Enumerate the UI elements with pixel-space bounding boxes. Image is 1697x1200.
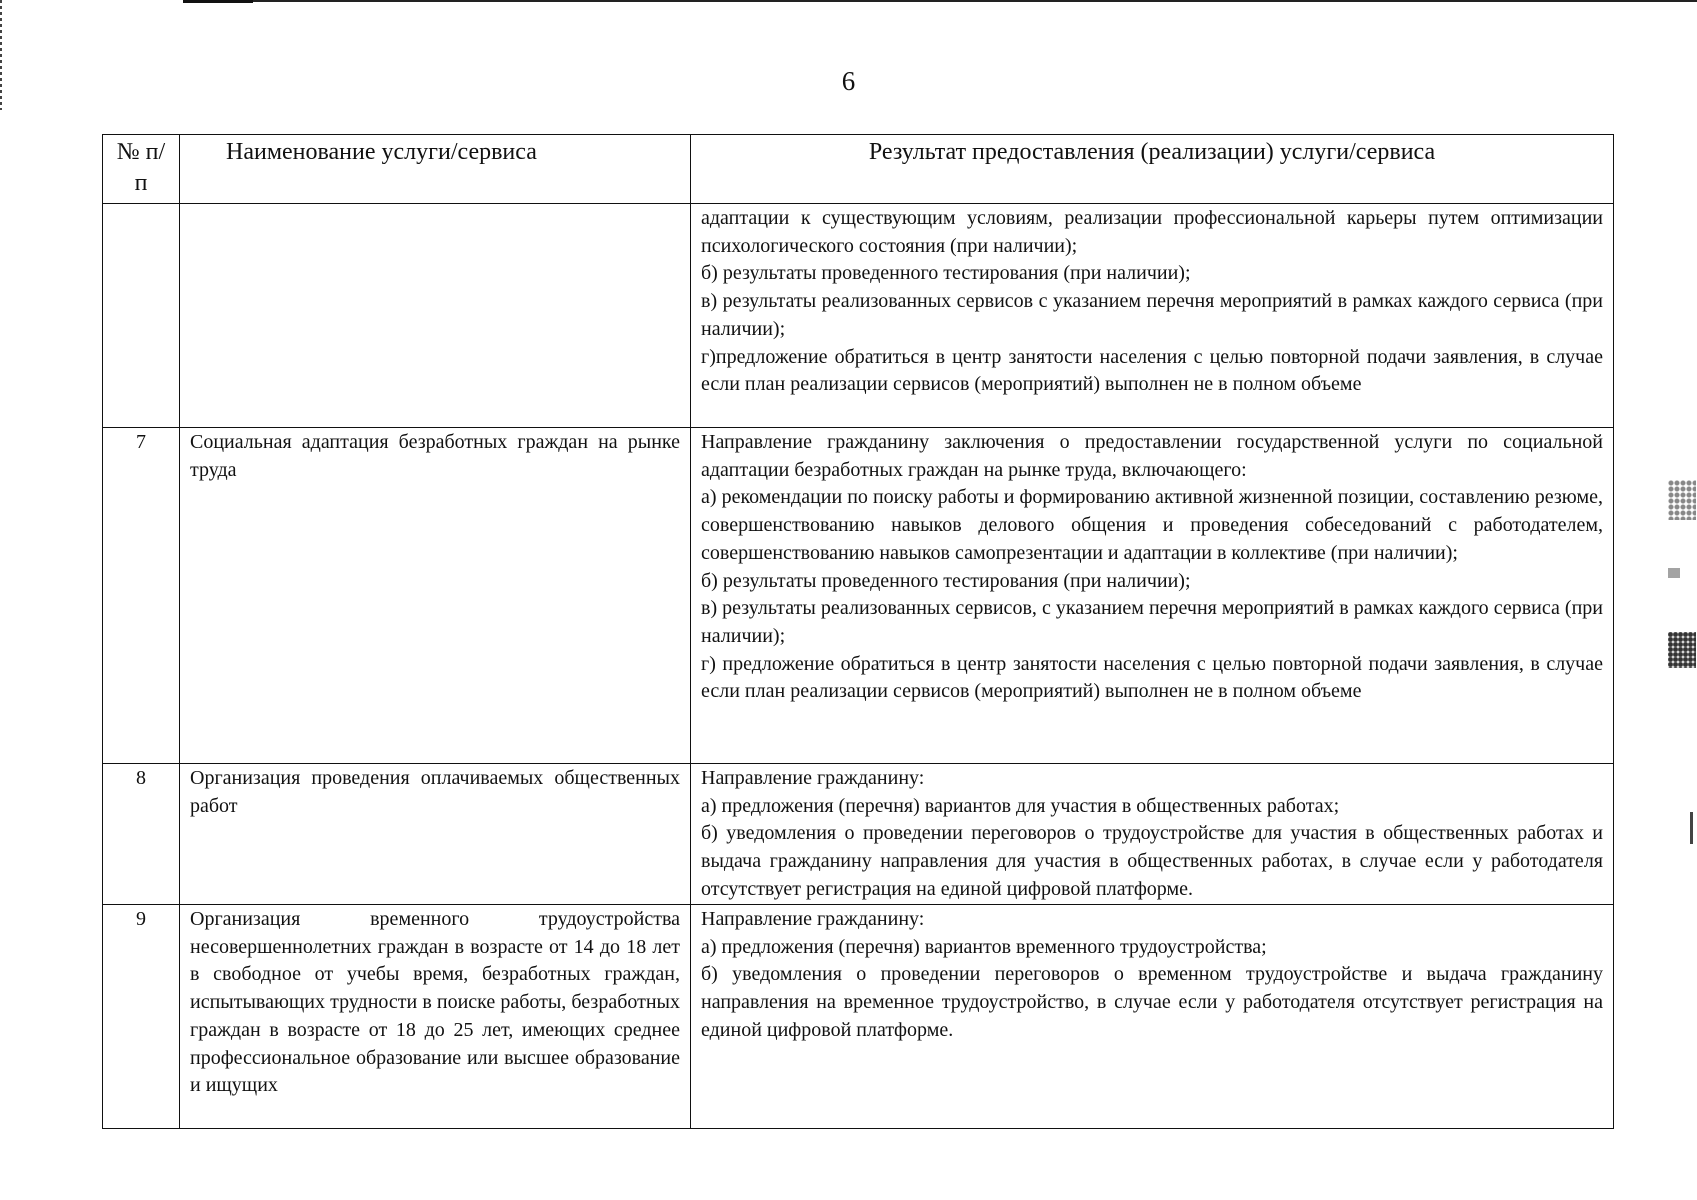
row-number: 8	[103, 764, 180, 905]
result-line: а) рекомендации по поиску работы и формированию активной жизненной позиции, составлению резюме, совершенствованию навыков делового общения и проведения собеседований с работодателем, совершенствованию навыков самопрезентации и адаптации в коллективе (при наличии);	[701, 486, 1603, 564]
scan-noise-mark	[1668, 480, 1696, 520]
scan-noise-mark	[1668, 632, 1696, 668]
service-result	[691, 905, 1614, 1129]
service-result	[691, 764, 1614, 905]
result-line: г)предложение обратиться в центр занятости населения с целью повторной подачи заявления, в случае если план реализации сервисов (мероприятий) выполнен не в полном объеме	[701, 345, 1603, 396]
result-line: б) результаты проведенного тестирования (при наличии);	[701, 262, 1191, 285]
page-number: 6	[841, 66, 856, 96]
service-result	[691, 428, 1614, 764]
result-line: б) уведомления о проведении переговоров о трудоустройстве для участия в общественных работах и выдача гражданину направления для участия в общественных работах, в случае если у работодателя отсутствует регистрация на единой цифровой платформе.	[701, 822, 1603, 900]
result-line: Направление гражданину:	[701, 908, 925, 930]
result-line: в) результаты реализованных сервисов, с указанием перечня мероприятий в рамках каждого сервиса (при наличии);	[701, 597, 1603, 647]
service-result	[691, 204, 1614, 428]
header-number: № п/п	[103, 135, 180, 204]
result-line: а) предложения (перечня) вариантов временного трудоустройства;	[701, 935, 1267, 958]
table-row	[103, 428, 1614, 764]
result-line: Направление гражданину заключения о предоставлении государственной услуги по социальной адаптации безработных граждан на рынке труда, включающего:	[701, 431, 1603, 481]
result-line: в) результаты реализованных сервисов с указанием перечня мероприятий в рамках каждого сервиса (при наличии);	[701, 290, 1603, 340]
scan-noise-mark	[1668, 568, 1680, 578]
table-row	[103, 905, 1614, 1129]
header-service-name: Наименование услуги/сервиса	[180, 135, 691, 204]
result-line: б) результаты проведенного тестирования (при наличии);	[701, 569, 1191, 592]
table-header-row	[103, 135, 1614, 204]
scan-noise-mark	[1690, 812, 1693, 844]
row-number: 9	[103, 905, 180, 1129]
row-number	[103, 204, 180, 428]
result-line: а) предложения (перечня) вариантов для участия в общественных работах;	[701, 794, 1340, 817]
result-line: адаптации к существующим условиям, реализации профессиональной карьеры путем оптимизации психологического состояния (при наличии);	[701, 207, 1603, 257]
services-table	[102, 134, 1614, 1129]
service-name	[180, 204, 691, 428]
scan-border-line	[183, 0, 1697, 2]
result-line: б) уведомления о проведении переговоров о временном трудоустройстве и выдача гражданину направления на временное трудоустройство, в случае если у работодателя отсутствует регистрация на единой цифровой платформе.	[701, 963, 1603, 1041]
header-result: Результат предоставления (реализации) услуги/сервиса	[691, 135, 1614, 204]
service-name: Организация проведения оплачиваемых общественных работ	[180, 764, 691, 905]
table-row	[103, 764, 1614, 905]
table-row-continuation	[103, 204, 1614, 428]
service-name: Организация временного трудоустройства несовершеннолетних граждан в возрасте от 14 до 18 лет в свободное от учебы время, безработных граждан, испытывающих трудности в поиске работы, безработных граждан в возрасте от 18 до 25 лет, имеющих среднее профессиональное образование или высшее образование и ищущих	[180, 905, 691, 1129]
service-name: Социальная адаптация безработных граждан на рынке труда	[180, 428, 691, 764]
result-line: г) предложение обратиться в центр занятости населения с целью повторной подачи заявления, в случае если план реализации сервисов (мероприятий) выполнен не в полном объеме	[701, 652, 1603, 703]
row-number: 7	[103, 428, 180, 764]
result-line: Направление гражданину:	[701, 767, 925, 789]
scan-border-mark	[183, 0, 253, 3]
